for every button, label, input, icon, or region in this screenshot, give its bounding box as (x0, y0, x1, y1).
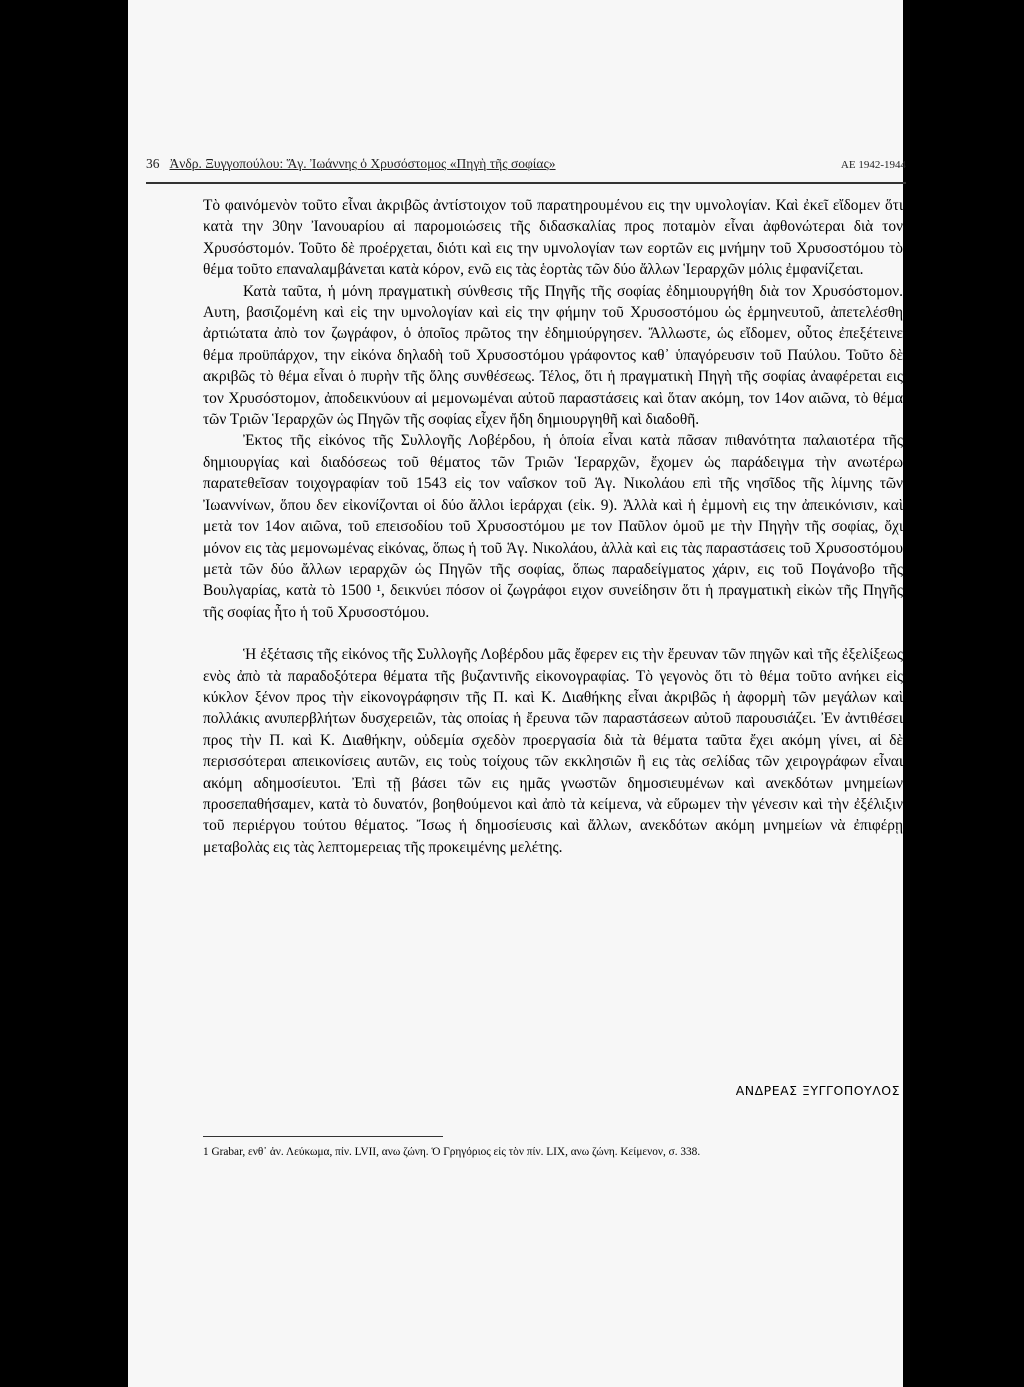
header-rule (146, 182, 906, 184)
page-number: 36 (146, 156, 160, 171)
article-body (203, 195, 903, 858)
journal-reference: ΑΕ 1942-1944 (840, 159, 906, 171)
paragraph: Ἐκτος τῆς εἰκόνος τῆς Συλλογῆς Λοβέρδου, ἡ ὁποία εἶναι κατὰ πᾶσαν πιθανότητα παλαιοτέρα τῆς δημιουργίας καὶ διαδόσεως τοῦ θέματος τῶν Τριῶν Ἱεραρχῶν, ἔχομεν ὡς παράδειγμα τὴν ανωτέρω παρατεθεῖσαν τοιχογραφίαν τοῦ 1543 εἰς τον ναΐσκον τοῦ Ἁγ. Νικολάου επὶ τῆς νησῖδος τῆς λίμνης τῶν Ἰωαννίνων, ὅπου δεν εἰκονίζονται οἱ δύο ἄλλοι ἱεράρχαι (εἰκ. 9). Ἀλλὰ καὶ ἡ ἐμμονὴ εις την ἀπεικόνισιν, καὶ μετὰ τον 14ον αιῶνα, τοῦ επεισοδίου τοῦ Χρυσοστόμου με τον Παῦλον ὁμοῦ με τὴν Πηγὴν τῆς σοφίας, ὄχι μόνον εις τὰς μεμονωμένας εἰκόνας, ὅπως ἡ τοῦ Ἁγ. Νικολάου, ἀλλὰ καὶ εις τὰς παραστάσεις τοῦ Χρυσοστόμου μετὰ τῶν δύο ἄλλων ιεραρχῶν ὡς Πηγῶν τῆς σοφίας, ὅπως παραδείγματος χάριν, εις τοῦ Πογάνοβο τῆς Βουλγαρίας, κατὰ τὸ 1500 ¹, δεικνύει πόσον οἱ ζωγράφοι ειχον συνείδησιν ὅτι ἡ πραγματικὴ εἰκὼν τῆς Πηγῆς τῆς σοφίας ἦτο ἡ τοῦ Χρυσοστόμου. (203, 432, 903, 621)
paragraph: Τὸ φαινόμενὸν τοῦτο εἶναι ἀκριβῶς ἀντίστοιχον τοῦ παρατηρουμένου εις την υμνολογίαν. Καὶ ἐκεῖ εἴδομεν ὅτι κατὰ την 30ην Ἰανουαρίου αἱ παρομοιώσεις τῆς διδασκαλίας προς ποταμὸν εἶναι ἀφθονώτεραι διὰ τον Χρυσόστομόν. Τοῦτο δὲ προέρχεται, διότι καὶ εις την υμνολογίαν των εορτῶν εις μνήμην τοῦ Χρυσοστόμου τὸ θέμα τοῦτο επαναλαμβάνεται κατὰ κόρον, ενῶ εις τὰς ἑορτὰς τῶν δύο ἄλλων Ἱεραρχῶν μόλις ἐμφανίζεται. (203, 197, 903, 279)
author-signature: ΑΝΔΡΕΑΣ ΞΥΓΓΟΠΟΥΛΟΣ (735, 1083, 900, 1098)
footnote-rule (203, 1136, 443, 1137)
running-title: Ἀνδρ. Ξυγγοπούλου: Ἅγ. Ἰωάννης ὁ Χρυσόστομος «Πηγὴ τῆς σοφίας» (169, 156, 556, 171)
paragraph: Κατὰ ταῦτα, ἡ μόνη πραγματικὴ σύνθεσις τῆς Πηγῆς τῆς σοφίας ἐδημιουργήθη διὰ τον Χρυσόστομον. Αυτη, βασιζομένη καὶ εἰς την υμνολογίαν καὶ εἰς την φήμην τοῦ Χρυσοστόμου ὡς ἑρμηνευτοῦ, ἀπετελέσθη ἀρτιώτατα ἀπὸ τον ζωγράφον, ὁ ὁποῖος πρῶτος την ἐδημιούργησεν. Ἄλλωστε, ὡς εἴδομεν, οὗτος ἐπεξέτεινε θέμα προϋπάρχον, την εἰκόνα δηλαδὴ τοῦ Χρυσοστόμου γράφοντος καθ᾽ ὑπαγόρευσιν τοῦ Παύλου. Τοῦτο δὲ ακριβῶς τὸ θέμα εἶναι ὁ πυρὴν τῆς ὅλης συνθέσεως. Τέλος, ὅτι ἡ πραγματικὴ Πηγὴ τῆς σοφίας ἀναφέρεται εις τον Χρυσόστομον, ἀποδεικνύουν αἱ μεμονωμέναι αὐτοῦ παραστάσεις καὶ ὅταν ακόμη, τον 14ον αιῶνα, τὸ θέμα τῶν Τριῶν Ἱεραρχῶν ὡς Πηγῶν τῆς σοφίας εἶχεν ἤδη δημιουργηθῆ καὶ διαδοθῆ. (203, 282, 903, 429)
footnote: 1 Grabar, ενθ᾽ ἀν. Λεύκωμα, πίν. LVII, ανω ζώνη. Ὁ Γρηγόριος εἰς τὸν πίν. LIX, ανω ζώνη. Κείμενον, σ. 338. (203, 1146, 701, 1158)
running-head (146, 156, 906, 172)
paragraph: Ἡ ἐξέτασις τῆς εἰκόνος τῆς Συλλογῆς Λοβέρδου μᾶς ἔφερεν εις τὴν ἔρευναν τῶν πηγῶν καὶ τῆς ἐξελίξεως ενὸς ἀπὸ τὰ παραδοξότερα θέματα τῆς βυζαντινῆς εἰκονογραφίας. Τὸ γεγονὸς ὅτι τὸ θέμα τοῦτο ανήκει εἰς κύκλον ξένον προς τὴν εἰκονογράφησιν τῆς Π. καὶ Κ. Διαθήκης εἶναι ἀκριβῶς ἡ ἀφορμὴ τῶν μεγάλων καὶ πολλάκις ανυπερβλήτων δυσχερειῶν, τὰς οποίας ἡ ἔρευνα τῶν παραστάσεων αὐτοῦ παρουσιάζει. Ἐν ἀντιθέσει προς τὴν Π. καὶ Κ. Διαθήκην, οὐδεμία σχεδὸν προεργασία διὰ τὰ θέματα ταῦτα ἔχει ακόμη γίνει, αἱ δὲ περισσότεραι απεικονίσεις αυτῶν, εις τοὺς τοίχους τῶν εκκλησιῶν ἢ εις τὰς σελίδας τῶν χειρογράφων εἶναι ακόμη αδημοσίευτοι. Ἐπὶ τῇ βάσει τῶν εις ημᾶς γνωστῶν δημοσιευμένων καὶ ανεκδότων μνημείων προσεπαθήσαμεν, κατὰ τὸ δυνατόν, βοηθούμενοι καὶ ἀπὸ τὰ κείμενα, νὰ εὕρωμεν τὴν γένεσιν καὶ τὴν ἐξέλιξιν τοῦ περιέργου τούτου θέματος. Ἴσως ἡ δημοσίευσις καὶ ἄλλων, ανεκδότων ακόμη μνημείων νὰ ἐπιφέρῃ μεταβολὰς εις τὰς λεπτομερειας τῆς προκειμένης μελέτης. (203, 646, 903, 856)
